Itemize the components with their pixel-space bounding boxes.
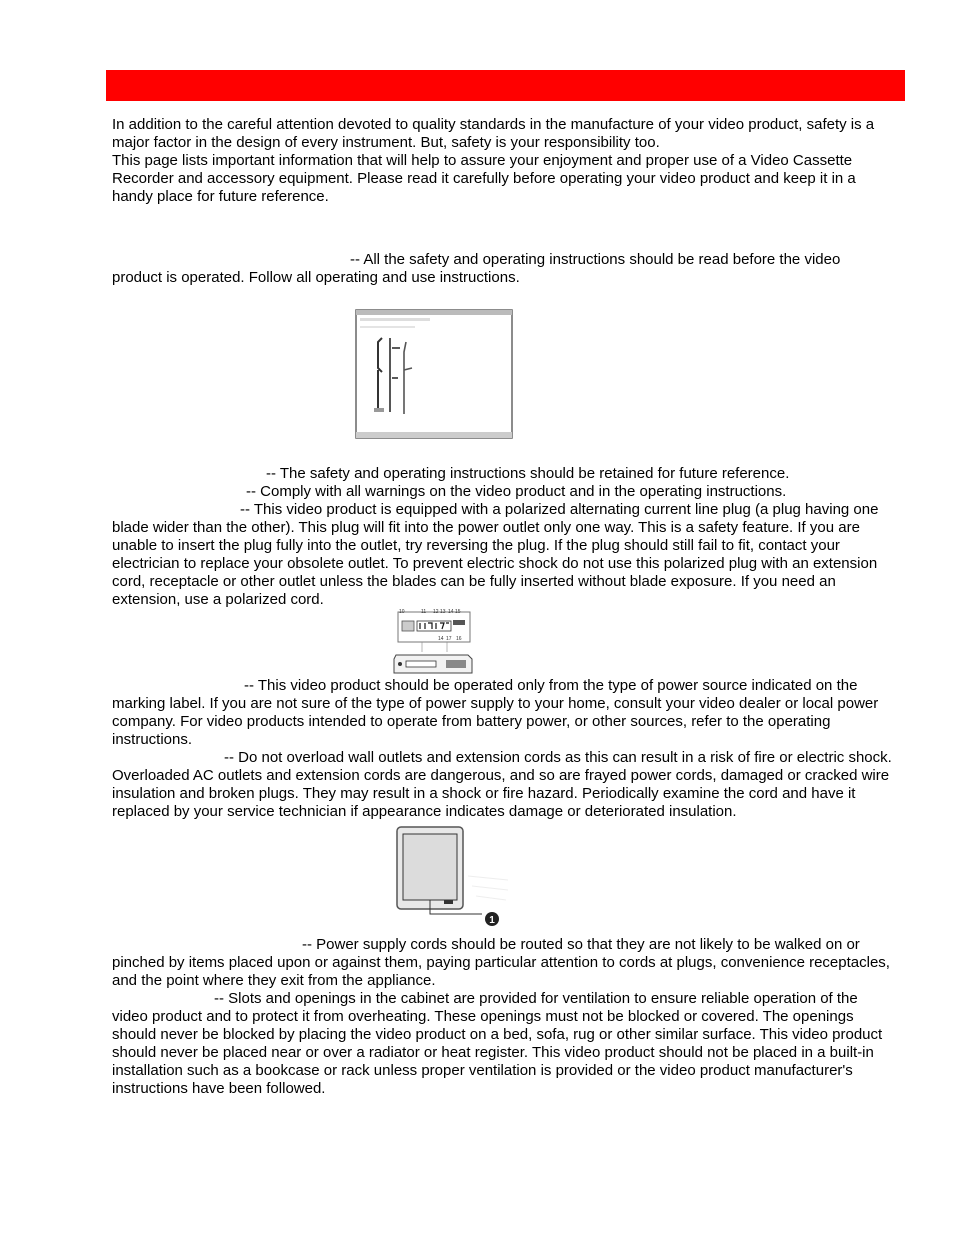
- display-number-label: 16: [456, 636, 462, 642]
- power-sources-text: -- This video product should be operated only from the type of power source indicated on the marking label. If you are not sure of the type of power supply to your home, consult your video dealer or local power company. For video products intended to operate from battery power, or other sources, refer to the operating instructions.: [112, 677, 879, 748]
- ventilation-text: -- Slots and openings in the cabinet are provided for ventilation to ensure reliable operation of the video product and to protect it from overheating. These openings must not be blocked or covered. The openings should never be blocked by placing the video product on a bed, sofa, rug or other similar surface. This video product should never be placed near or over a radiator or heat register. This video product should not be placed in a built-in installation such as a bookcase or rack unless proper ventilation is provided or the video product manufacturer's instructions have been followed.: [112, 990, 883, 1097]
- display-number-label: 11: [421, 609, 427, 615]
- display-number-label: 17: [446, 636, 452, 642]
- callout-number: 1: [489, 915, 495, 926]
- device-callout-figure: [390, 824, 510, 934]
- display-number-label: 13: [440, 609, 446, 615]
- section-header-bar: [106, 70, 905, 101]
- display-number-label: 15: [455, 609, 461, 615]
- vcr-display-figure: [392, 607, 474, 677]
- display-number-label: 12: [433, 609, 439, 615]
- display-number-label: 14: [448, 609, 454, 615]
- heed-warnings-text: -- Comply with all warnings on the video product and in the operating instructions.: [246, 483, 787, 500]
- read-instructions-text: -- All the safety and operating instructions should be read before the video product is operated. Follow all operating and use instructions.: [112, 251, 841, 286]
- polarization-text: -- This video product is equipped with a polarized alternating current line plug (a plug having one blade wider than the other). This plug will fit into the power outlet only one way. This is a safety feature. If you are unable to insert the plug fully into the outlet, try reversing the plug. If the plug should still fail to fit, contact your electrician to replace your obsolete outlet. To prevent electric shock do not use this polarized plug with an extension cord, receptacle or other outlet unless the blades can be fully inserted without blade exposure. If you need an extension, use a polarized cord.: [112, 501, 879, 608]
- retain-instructions-text: -- The safety and operating instructions should be retained for future reference.: [266, 465, 790, 482]
- intro-paragraph-2: This page lists important information that will help to assure your enjoyment and proper use of a Video Cassette Recorder and accessory equipment. Please read it carefully before operating your video product and keep it in a handy place for future reference.: [112, 152, 856, 205]
- display-number-label: 10: [399, 609, 405, 615]
- overloading-text: -- Do not overload wall outlets and extension cords as this can result in a risk of fire or electric shock. Overloaded AC outlets and extension cords are dangerous, and so are frayed power cords, damaged or cracked wire insulation and broken plugs. They may result in a shock or fire hazard. Periodically examine the cord and have it replaced by your service technician if appearance indicates damage or deteriorated insulation.: [112, 749, 892, 820]
- display-number-label: 14: [438, 636, 444, 642]
- intro-paragraph-1: In addition to the careful attention devoted to quality standards in the manufacture of your video product, safety is a major factor in the design of every instrument. But, safety is your responsibility too.: [112, 116, 875, 151]
- cord-protection-text: -- Power supply cords should be routed so that they are not likely to be walked on or pinched by items placed upon or against them, paying particular attention to cords at plugs, convenience receptacles, and the point where they exit from the appliance.: [112, 936, 890, 989]
- scanned-figure-1: [354, 308, 514, 440]
